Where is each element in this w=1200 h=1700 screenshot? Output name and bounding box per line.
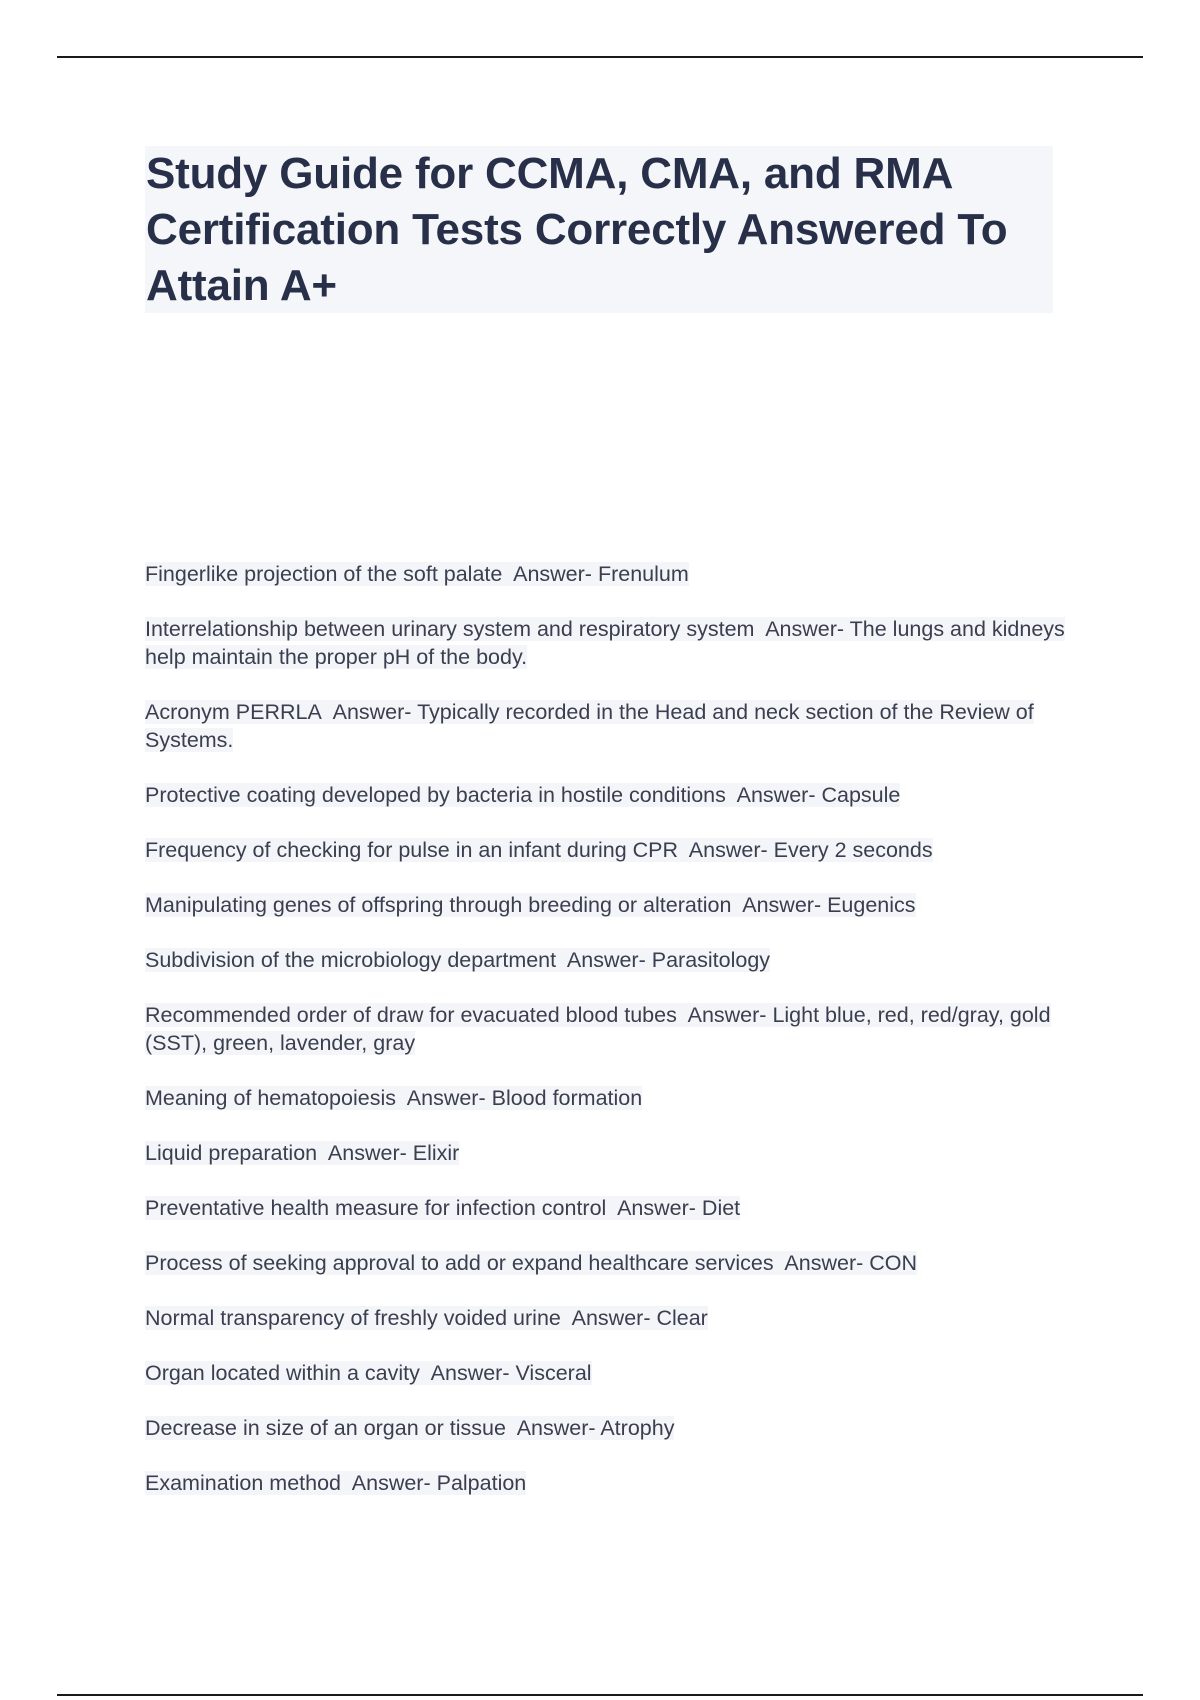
- question-text: Organ located within a cavity: [145, 1361, 420, 1385]
- answer-text: Diet: [701, 1196, 741, 1220]
- list-item: [145, 615, 1065, 671]
- document-title: Study Guide for CCMA, CMA, and RMA Certification Tests Correctly Answered To Attain A+: [146, 149, 1008, 310]
- list-item: [145, 560, 1065, 588]
- question-text: Process of seeking approval to add or expand healthcare services: [145, 1251, 774, 1275]
- answer-text: Eugenics: [827, 893, 916, 917]
- question-text: Meaning of hematopoiesis: [145, 1086, 396, 1110]
- question-text: Subdivision of the microbiology department: [145, 948, 557, 972]
- answer-prefix: Answer-: [617, 1196, 696, 1220]
- answer-text: CON: [869, 1251, 918, 1275]
- question-text: Acronym PERRLA: [145, 700, 322, 724]
- list-item: [145, 836, 1065, 864]
- answer-prefix: Answer-: [688, 838, 768, 862]
- answer-text: Visceral: [515, 1361, 592, 1385]
- list-item: [145, 891, 1065, 919]
- answer-prefix: Answer-: [516, 1416, 596, 1440]
- question-text: Liquid preparation: [145, 1141, 318, 1165]
- answer-prefix: Answer-: [687, 1003, 767, 1027]
- question-text: Examination method: [145, 1471, 341, 1495]
- answer-prefix: Answer-: [406, 1086, 486, 1110]
- question-text: Frequency of checking for pulse in an infant during CPR: [145, 838, 679, 862]
- question-text: Fingerlike projection of the soft palate: [145, 562, 503, 586]
- answer-text: Clear: [656, 1306, 708, 1330]
- answer-text: Elixir: [412, 1141, 460, 1165]
- answer-text: Capsule: [821, 783, 901, 807]
- list-item: [145, 1139, 1065, 1167]
- bottom-rule: [57, 1694, 1143, 1696]
- answer-text: Light blue, red, red/gray, gold (SST), green, lavender, gray: [145, 1003, 1051, 1055]
- list-item: [145, 1469, 1065, 1497]
- list-item: [145, 1249, 1065, 1277]
- answer-prefix: Answer-: [351, 1471, 431, 1495]
- answer-text: Atrophy: [600, 1416, 675, 1440]
- answer-text: Every 2 seconds: [773, 838, 933, 862]
- question-text: Interrelationship between urinary system and respiratory system: [145, 617, 755, 641]
- answer-prefix: Answer-: [765, 617, 845, 641]
- answer-prefix: Answer-: [327, 1141, 407, 1165]
- answer-text: Palpation: [436, 1471, 527, 1495]
- list-item: [145, 946, 1065, 974]
- list-item: [145, 1084, 1065, 1112]
- list-item: [145, 698, 1065, 754]
- answer-text: Parasitology: [651, 948, 771, 972]
- answer-prefix: Answer-: [784, 1251, 864, 1275]
- list-item: [145, 781, 1065, 809]
- question-text: Decrease in size of an organ or tissue: [145, 1416, 506, 1440]
- list-item: [145, 1001, 1065, 1057]
- list-item: [145, 1359, 1065, 1387]
- list-item: [145, 1304, 1065, 1332]
- question-text: Normal transparency of freshly voided urine: [145, 1306, 561, 1330]
- answer-prefix: Answer-: [736, 783, 816, 807]
- list-item: [145, 1414, 1065, 1442]
- answer-prefix: Answer-: [430, 1361, 510, 1385]
- answer-prefix: Answer-: [513, 562, 592, 586]
- answer-text: Blood formation: [491, 1086, 643, 1110]
- question-text: Recommended order of draw for evacuated blood tubes: [145, 1003, 677, 1027]
- list-item: [145, 1194, 1065, 1222]
- answer-prefix: Answer-: [332, 700, 412, 724]
- title-block: [145, 146, 1053, 313]
- answer-text: Typically recorded in the Head and neck section of the Review of Systems.: [145, 700, 1034, 752]
- top-rule: [57, 56, 1143, 58]
- question-text: Manipulating genes of offspring through breeding or alteration: [145, 893, 732, 917]
- qa-list: [145, 560, 1065, 1497]
- question-text: Protective coating developed by bacteria in hostile conditions: [145, 783, 726, 807]
- answer-text: Frenulum: [597, 562, 689, 586]
- answer-text: The lungs and kidneys help maintain the proper pH of the body.: [145, 617, 1065, 669]
- answer-prefix: Answer-: [566, 948, 646, 972]
- question-text: Preventative health measure for infection control: [145, 1196, 607, 1220]
- answer-prefix: Answer-: [571, 1306, 651, 1330]
- answer-prefix: Answer-: [742, 893, 822, 917]
